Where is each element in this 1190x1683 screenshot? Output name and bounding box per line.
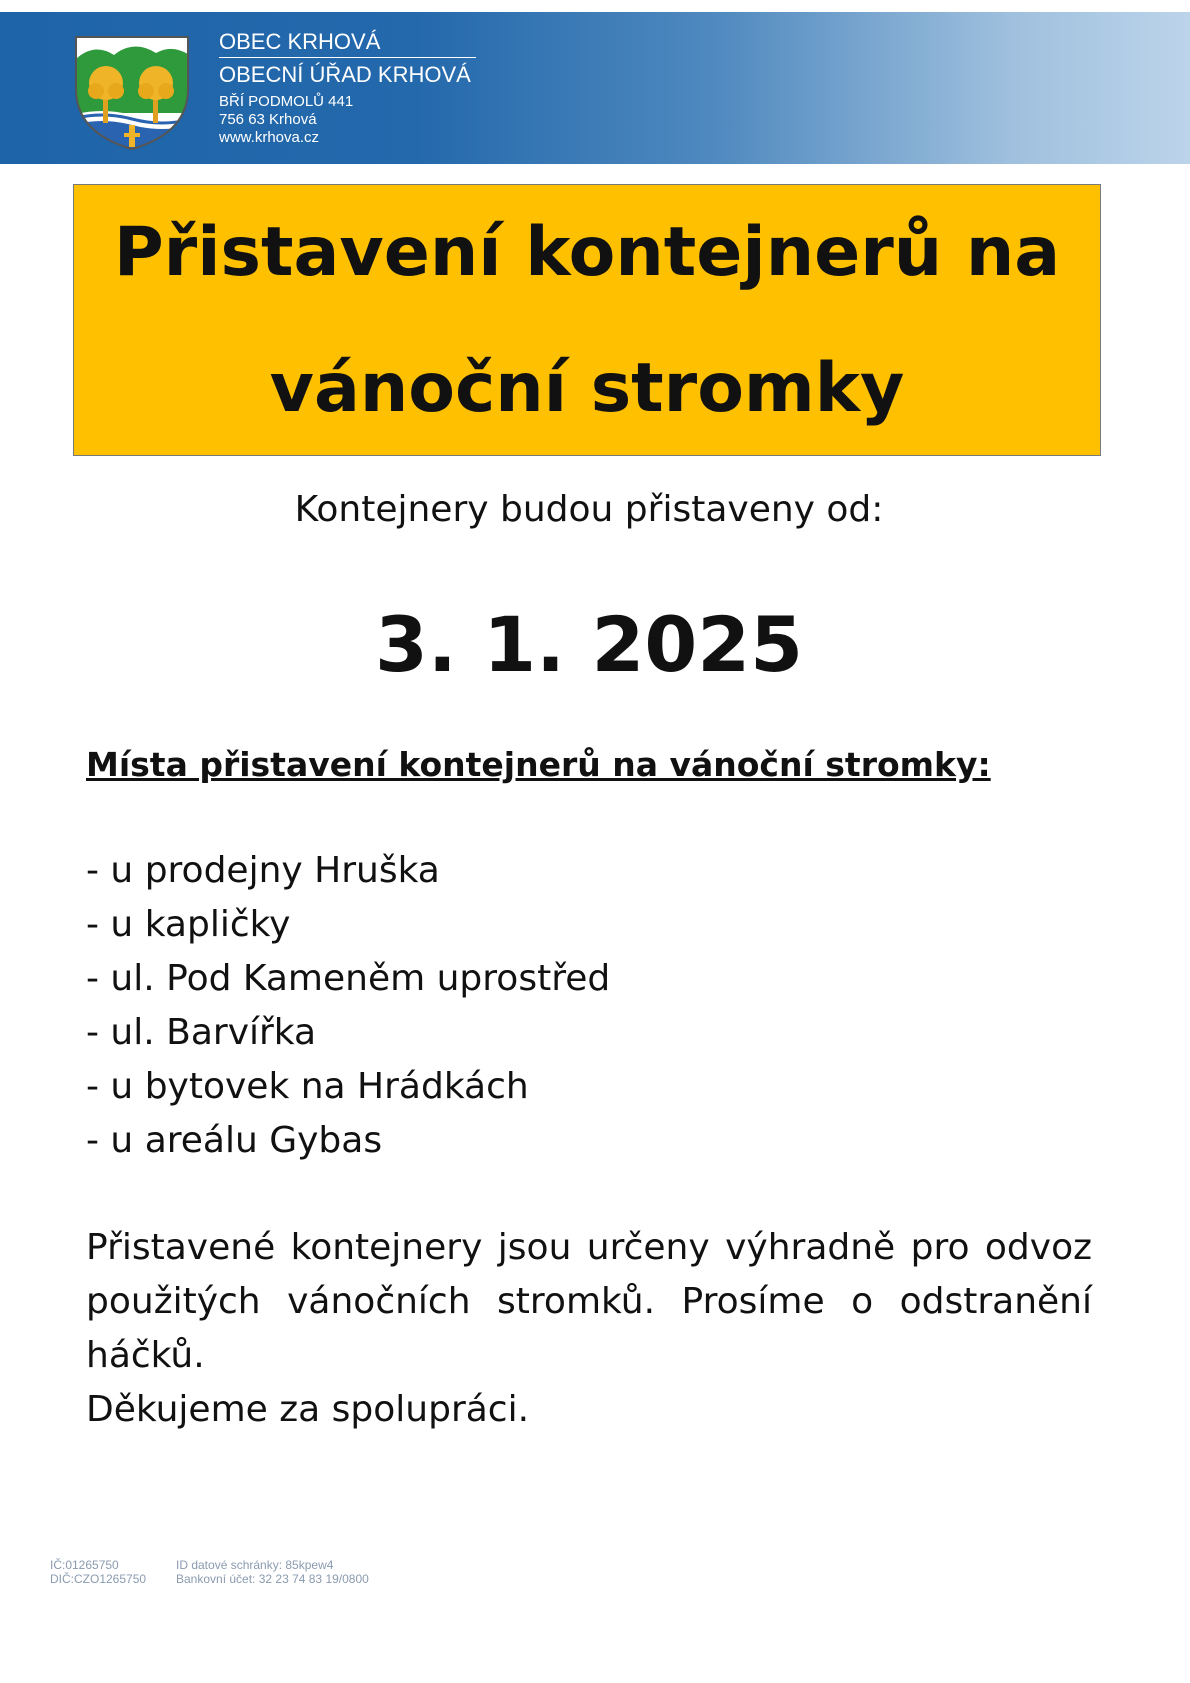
- address-city: 756 63 Krhová: [219, 111, 317, 128]
- list-item: - u kapličky: [86, 904, 291, 945]
- footer-dic: DIČ:CZO1265750: [50, 1572, 147, 1586]
- places-heading: Místa přistavení kontejnerů na vánoční stromky:: [86, 745, 991, 784]
- footer-ids: [50, 1558, 146, 1586]
- list-item: - u prodejny Hruška: [86, 850, 440, 891]
- thanks-text: Děkujeme za spolupráci.: [86, 1389, 530, 1430]
- list-item: - ul. Pod Kameněm uprostřed: [86, 958, 611, 999]
- municipality-name: OBEC KRHOVÁ: [219, 29, 476, 58]
- list-item: - u areálu Gybas: [86, 1120, 383, 1161]
- footer-ic: IČ:01265750: [50, 1558, 119, 1572]
- letterhead-header: [0, 12, 1190, 164]
- title-line-1: Přistavení kontejnerů na: [113, 213, 1061, 292]
- list-item: - ul. Barvířka: [86, 1012, 317, 1053]
- usage-notice: Přistavené kontejnery jsou určeny výhradně pro odvoz použitých vánočních stromků. Prosíme o odstranění háčků.: [86, 1227, 1092, 1376]
- notice-title-box: [73, 184, 1101, 456]
- list-item: - u bytovek na Hrádkách: [86, 1066, 529, 1107]
- coat-of-arms-icon: [72, 33, 192, 153]
- footer-bank-account: Bankovní účet: 32 23 74 83 19/0800: [176, 1572, 369, 1586]
- office-name: OBECNÍ ÚŘAD KRHOVÁ: [219, 62, 471, 87]
- website-text: www.krhova.cz: [219, 129, 320, 146]
- footer-contacts: [176, 1558, 369, 1586]
- title-line-2: vánoční stromky: [269, 349, 905, 428]
- places-list: [86, 844, 610, 1168]
- address-street: BŘÍ PODMOLŮ 441: [219, 93, 354, 110]
- availability-date: 3. 1. 2025: [375, 600, 803, 689]
- footer-data-box: ID datové schránky: 85kpew4: [176, 1558, 334, 1572]
- organization-info: [219, 29, 476, 147]
- notice-text: [86, 1221, 1092, 1437]
- availability-intro: Kontejnery budou přistaveny od:: [294, 489, 884, 530]
